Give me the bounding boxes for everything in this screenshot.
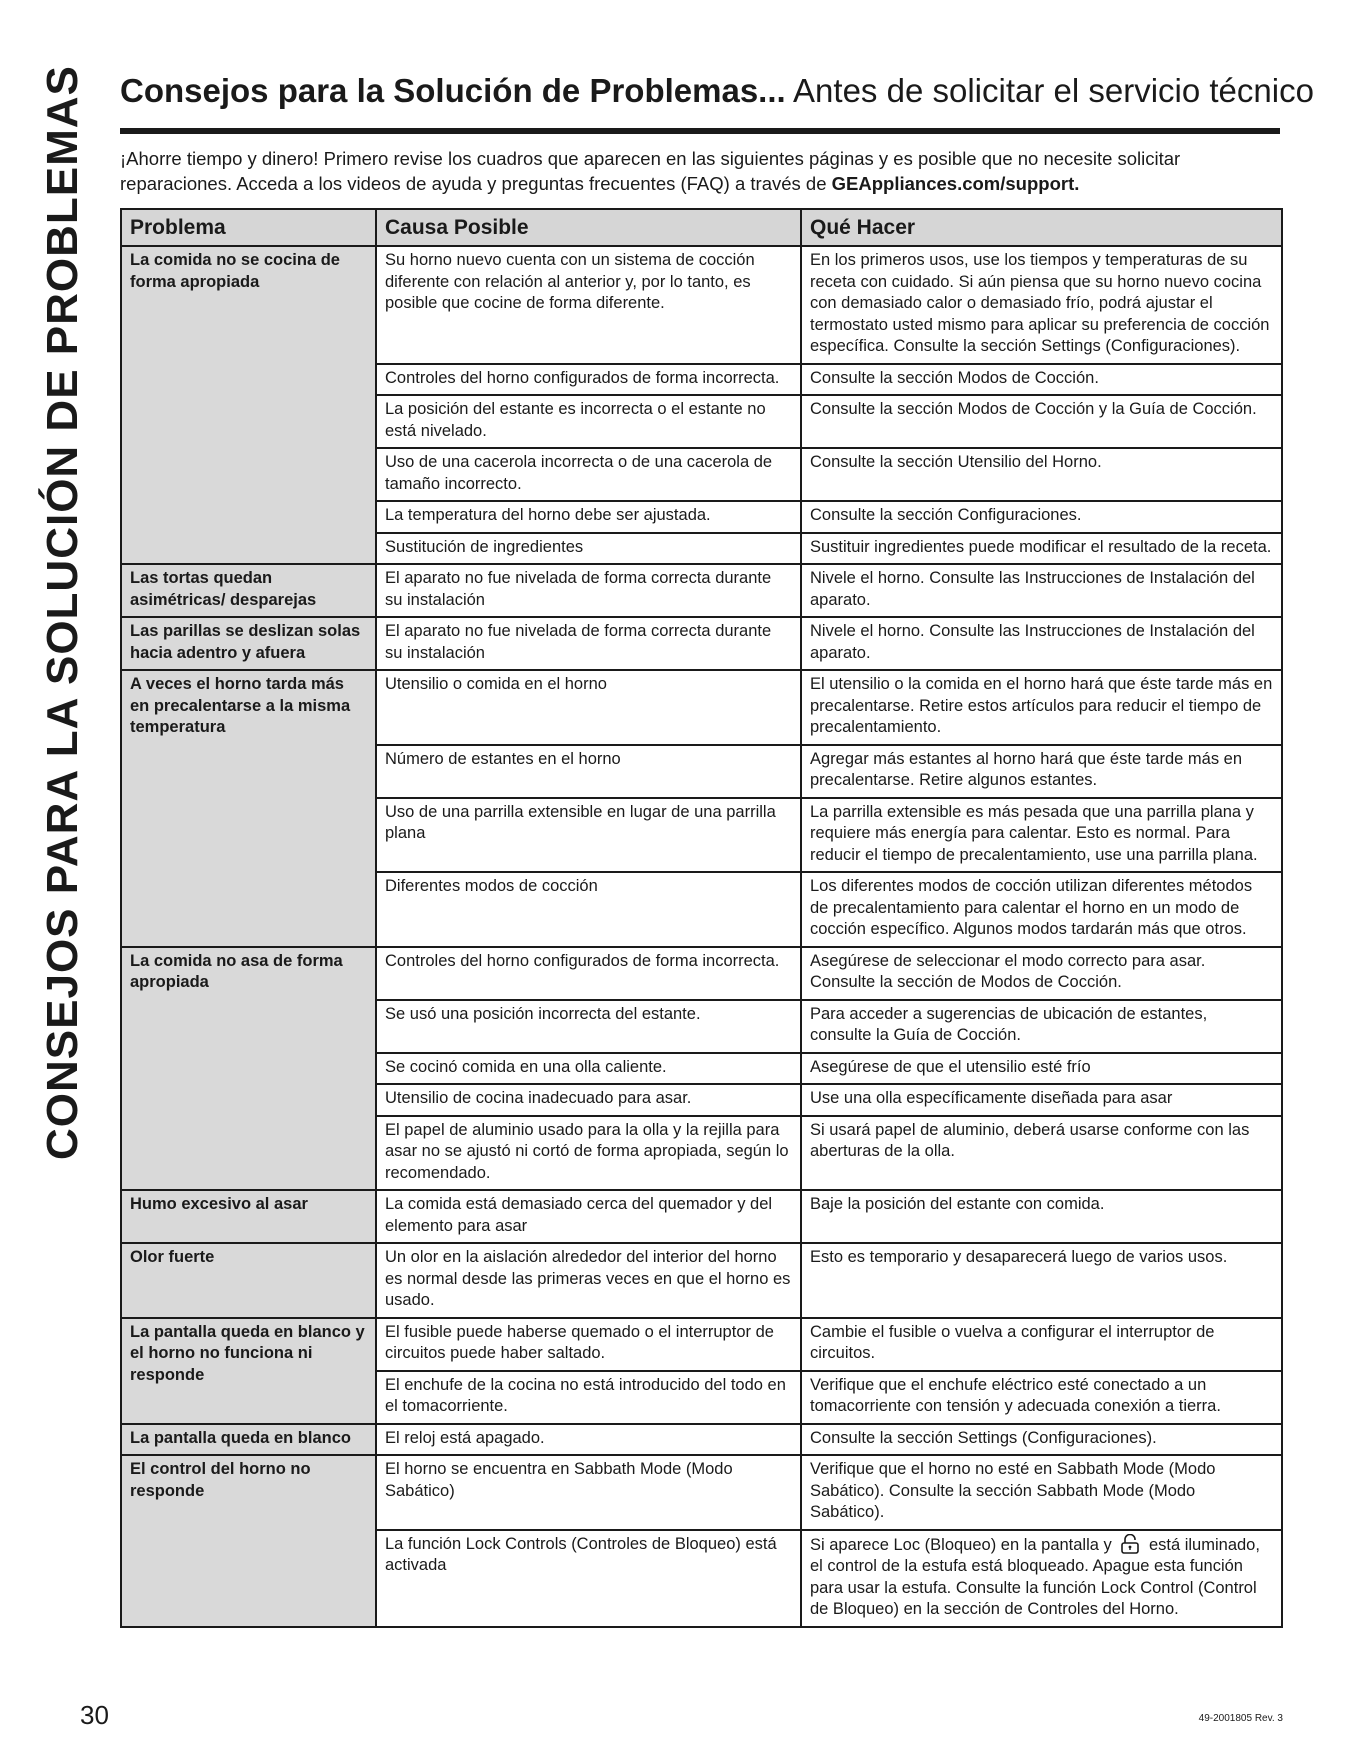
action-cell: Verifique que el enchufe eléctrico esté conectado a un tomacorriente con tensión y adecuada conexión a tierra. — [801, 1371, 1282, 1424]
cause-cell: El enchufe de la cocina no está introducido del todo en el tomacorriente. — [376, 1371, 801, 1424]
action-cell: Si usará papel de aluminio, deberá usarse conforme con las aberturas de la olla. — [801, 1116, 1282, 1191]
table-row — [121, 947, 1282, 1000]
table-row — [121, 670, 1282, 745]
page-title-rest: Antes de solicitar el servicio técnico — [785, 72, 1314, 109]
action-cell: Esto es temporario y desaparecerá luego de varios usos. — [801, 1243, 1282, 1318]
cause-cell: Diferentes modos de cocción — [376, 872, 801, 947]
action-cell: Los diferentes modos de cocción utilizan diferentes métodos de precalentamiento para calentar el horno en un modo de cocción específico. Algunos modos tardarán más que otros. — [801, 872, 1282, 947]
lock-icon — [1119, 1534, 1141, 1554]
cause-cell: Número de estantes en el horno — [376, 745, 801, 798]
cause-cell: El aparato no fue nivelada de forma correcta durante su instalación — [376, 617, 801, 670]
action-cell: Baje la posición del estante con comida. — [801, 1190, 1282, 1243]
problem-cell: El control del horno no responde — [121, 1455, 376, 1627]
problem-cell: Las parillas se deslizan solas hacia adentro y afuera — [121, 617, 376, 670]
problem-cell: La comida no asa de forma apropiada — [121, 947, 376, 1191]
intro-paragraph — [120, 146, 1280, 196]
action-cell: El utensilio o la comida en el horno hará que éste tarde más en precalentarse. Retire estos artículos para reducir el tiempo de precalentamiento. — [801, 670, 1282, 745]
cause-cell: La temperatura del horno debe ser ajustada. — [376, 501, 801, 533]
table-row — [121, 617, 1282, 670]
cause-cell: Uso de una cacerola incorrecta o de una cacerola de tamaño incorrecto. — [376, 448, 801, 501]
action-cell: Consulte la sección Utensilio del Horno. — [801, 448, 1282, 501]
cause-cell: La posición del estante es incorrecta o el estante no está nivelado. — [376, 395, 801, 448]
action-cell: Sustituir ingredientes puede modificar el resultado de la receta. — [801, 533, 1282, 565]
action-cell: Verifique que el horno no esté en Sabbath Mode (Modo Sabático). Consulte la sección Sabbath Mode (Modo Sabático). — [801, 1455, 1282, 1530]
header-action: Qué Hacer — [801, 209, 1282, 246]
intro-text: ¡Ahorre tiempo y dinero! Primero revise los cuadros que aparecen en las siguientes páginas y es posible que no necesite solicitar reparaciones. Acceda a los videos de ayuda y preguntas frecuentes (FAQ) a través de — [120, 148, 1181, 194]
action-cell: Use una olla específicamente diseñada para asar — [801, 1084, 1282, 1116]
problem-cell: La comida no se cocina de forma apropiada — [121, 246, 376, 564]
action-cell: La parrilla extensible es más pesada que una parrilla plana y requiere más energía para calentar. Esto es normal. Para reducir el tiempo de precalentamiento, use una parrilla plana. — [801, 798, 1282, 873]
cause-cell: El aparato no fue nivelada de forma correcta durante su instalación — [376, 564, 801, 617]
cause-cell: Utensilio de cocina inadecuado para asar. — [376, 1084, 801, 1116]
action-cell: Nivele el horno. Consulte las Instrucciones de Instalación del aparato. — [801, 617, 1282, 670]
action-cell: Cambie el fusible o vuelva a configurar el interruptor de circuitos. — [801, 1318, 1282, 1371]
side-section-title: CONSEJOS PARA LA SOLUCIÓN DE PROBLEMAS — [38, 65, 87, 1160]
action-cell: Nivele el horno. Consulte las Instrucciones de Instalación del aparato. — [801, 564, 1282, 617]
page-title — [120, 70, 1314, 112]
action-cell: Asegúrese de seleccionar el modo correcto para asar. Consulte la sección de Modos de Cocción. — [801, 947, 1282, 1000]
document-code: 49-2001805 Rev. 3 — [1198, 1713, 1283, 1724]
header-problem: Problema — [121, 209, 376, 246]
action-cell: Asegúrese de que el utensilio esté frío — [801, 1053, 1282, 1085]
cause-cell: El horno se encuentra en Sabbath Mode (Modo Sabático) — [376, 1455, 801, 1530]
troubleshooting-table — [120, 208, 1283, 1628]
table-row — [121, 1455, 1282, 1530]
header-cause: Causa Posible — [376, 209, 801, 246]
problem-cell: Las tortas quedan asimétricas/ desparejas — [121, 564, 376, 617]
table-body — [121, 246, 1282, 1627]
cause-cell: Se cocinó comida en una olla caliente. — [376, 1053, 801, 1085]
table-row — [121, 246, 1282, 364]
action-cell: En los primeros usos, use los tiempos y temperaturas de su receta con cuidado. Si aún piensa que su horno nuevo cocina con demasiado calor o demasiado frío, podrá ajustar el termostato usted mismo para aplicar su preferencia de cocción específica. Consulte la sección Settings (Configuraciones). — [801, 246, 1282, 364]
problem-cell: La pantalla queda en blanco y el horno no funciona ni responde — [121, 1318, 376, 1424]
page-title-bold: Consejos para la Solución de Problemas... — [120, 72, 786, 109]
table-row — [121, 564, 1282, 617]
cause-cell: El fusible puede haberse quemado o el interruptor de circuitos puede haber saltado. — [376, 1318, 801, 1371]
page-header — [120, 70, 1314, 112]
cause-cell: El reloj está apagado. — [376, 1424, 801, 1456]
cause-cell: Uso de una parrilla extensible en lugar de una parrilla plana — [376, 798, 801, 873]
support-link[interactable]: GEAppliances.com/support. — [831, 173, 1080, 194]
action-cell: Consulte la sección Modos de Cocción y la Guía de Cocción. — [801, 395, 1282, 448]
cause-cell: Su horno nuevo cuenta con un sistema de cocción diferente con relación al anterior y, por lo tanto, es posible que cocine de forma diferente. — [376, 246, 801, 364]
table-header-row — [121, 209, 1282, 246]
header-rule — [120, 128, 1280, 134]
table-row — [121, 1243, 1282, 1318]
problem-cell: A veces el horno tarda más en precalentarse a la misma temperatura — [121, 670, 376, 947]
action-text-before-icon: Si aparece Loc (Bloqueo) en la pantalla y — [810, 1535, 1117, 1554]
cause-cell: Controles del horno configurados de forma incorrecta. — [376, 364, 801, 396]
problem-cell: La pantalla queda en blanco — [121, 1424, 376, 1456]
action-text-after-icon: está iluminado, el control de la estufa está bloqueado. Apague esta función para usar la estufa. Consulte la función Lock Control (Control de Bloqueo) en la sección de Controles del Horno. — [810, 1535, 1260, 1618]
action-cell: Para acceder a sugerencias de ubicación de estantes, consulte la Guía de Cocción. — [801, 1000, 1282, 1053]
cause-cell: Controles del horno configurados de forma incorrecta. — [376, 947, 801, 1000]
problem-cell: Humo excesivo al asar — [121, 1190, 376, 1243]
table-row — [121, 1190, 1282, 1243]
cause-cell: El papel de aluminio usado para la olla y la rejilla para asar no se ajustó ni cortó de forma apropiada, según lo recomendado. — [376, 1116, 801, 1191]
cause-cell: La comida está demasiado cerca del quemador y del elemento para asar — [376, 1190, 801, 1243]
cause-cell: Sustitución de ingredientes — [376, 533, 801, 565]
action-cell — [801, 1530, 1282, 1627]
cause-cell: Utensilio o comida en el horno — [376, 670, 801, 745]
table-row — [121, 1318, 1282, 1371]
action-cell: Consulte la sección Settings (Configuraciones). — [801, 1424, 1282, 1456]
action-cell: Consulte la sección Modos de Cocción. — [801, 364, 1282, 396]
page-number: 30 — [80, 1700, 109, 1730]
cause-cell: La función Lock Controls (Controles de Bloqueo) está activada — [376, 1530, 801, 1627]
cause-cell: Se usó una posición incorrecta del estante. — [376, 1000, 801, 1053]
table-row — [121, 1424, 1282, 1456]
cause-cell: Un olor en la aislación alrededor del interior del horno es normal desde las primeras veces en que el horno es usado. — [376, 1243, 801, 1318]
action-cell: Agregar más estantes al horno hará que éste tarde más en precalentarse. Retire algunos estantes. — [801, 745, 1282, 798]
problem-cell: Olor fuerte — [121, 1243, 376, 1318]
action-cell: Consulte la sección Configuraciones. — [801, 501, 1282, 533]
